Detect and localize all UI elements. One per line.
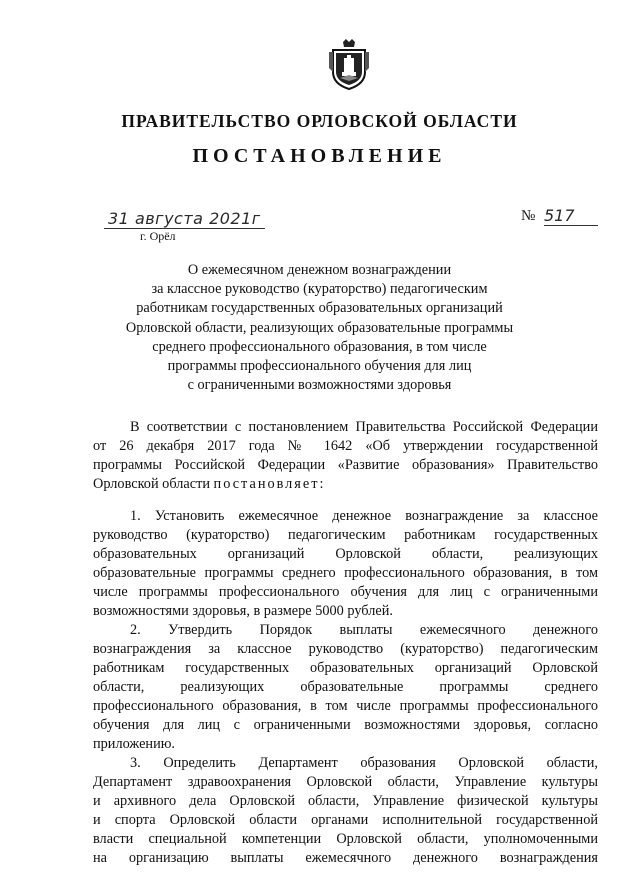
document-type-title: ПОСТАНОВЛЕНИЕ (192, 145, 447, 167)
subject-line: среднего профессионального образования, в том числе (152, 338, 487, 355)
item-1-line: возможностями здоровья, в размере 5000 рублей. (93, 603, 393, 619)
subject-line: работникам государственных образовательных организаций (136, 300, 503, 317)
government-title: ПРАВИТЕЛЬСТВО ОРЛОВСКОЙ ОБЛАСТИ (121, 111, 518, 131)
decree-number: 517 (544, 206, 598, 226)
item-3-line: власти специальной компетенции Орловской области, уполномоченными (93, 831, 598, 847)
item-2-line: приложению. (93, 736, 175, 752)
subject-line: Орловской области, реализующих образовательные программы (125, 319, 514, 336)
coat-of-arms-emblem (327, 38, 371, 90)
item-1-line: образовательных организаций Орловской области, реализующих (93, 546, 598, 562)
subject-line: за классное руководство (кураторство) педагогическим (151, 281, 488, 298)
item-3-line: и спорта Орловской области органами исполнительной государственной (93, 812, 598, 828)
preamble-last-line (93, 475, 598, 494)
subject-line: с ограниченными возможностями здоровья (187, 377, 452, 394)
item-2-line: вознаграждения за классное руководство (кураторство) педагогическим (93, 641, 598, 657)
item-3-line: на организацию выплаты ежемесячного денежного вознаграждения (93, 850, 598, 866)
preamble-line: В соответствии с постановлением Правительства Российской Федерации (130, 419, 598, 435)
item-1-line: образовательные программы среднего профессионального образования, в том (93, 565, 598, 581)
number-label: № (521, 208, 536, 224)
item-2-line: области, реализующих образовательные программы среднего (93, 679, 598, 695)
subject-line: О ежемесячном денежном вознаграждении (187, 262, 452, 278)
decision-word: постановляет: (213, 476, 326, 492)
preamble-line: программы Российской Федерации «Развитие образования» Правительство (93, 457, 598, 473)
item-2-line: работникам государственных образовательных организаций Орловской (93, 660, 598, 676)
preamble-text: Орловской области (93, 476, 214, 492)
decree-subject (0, 261, 639, 395)
item-3-line: 3. Определить Департамент образования Орловской области, (130, 755, 598, 771)
item-2-line: профессионального образования, в том числе программы профессионального (93, 698, 598, 714)
city-label: г. Орёл (140, 229, 176, 243)
item-1-line: числе программы профессионального обучения для лиц с ограниченными (93, 584, 598, 600)
preamble-line: от 26 декабря 2017 года № 1642 «Об утверждении государственной (93, 438, 598, 454)
item-1-line: 1. Установить ежемесячное денежное вознаграждение за классное (130, 508, 598, 524)
item-2-line: обучения для лиц с ограниченными возможностями здоровья, согласно (93, 717, 598, 733)
item-3-line: и архивного дела Орловской области, Управление физической культуры (93, 793, 598, 809)
item-1-line: руководство (кураторство) педагогическим работникам государственных (93, 527, 598, 543)
item-2-line: 2. Утвердить Порядок выплаты ежемесячного денежного (130, 622, 598, 638)
item-3-line: Департамент здравоохранения Орловской области, Управление культуры (93, 774, 598, 790)
subject-line: программы профессионального обучения для лиц (167, 358, 472, 375)
decree-date: 31 августа 2021г (104, 209, 265, 229)
